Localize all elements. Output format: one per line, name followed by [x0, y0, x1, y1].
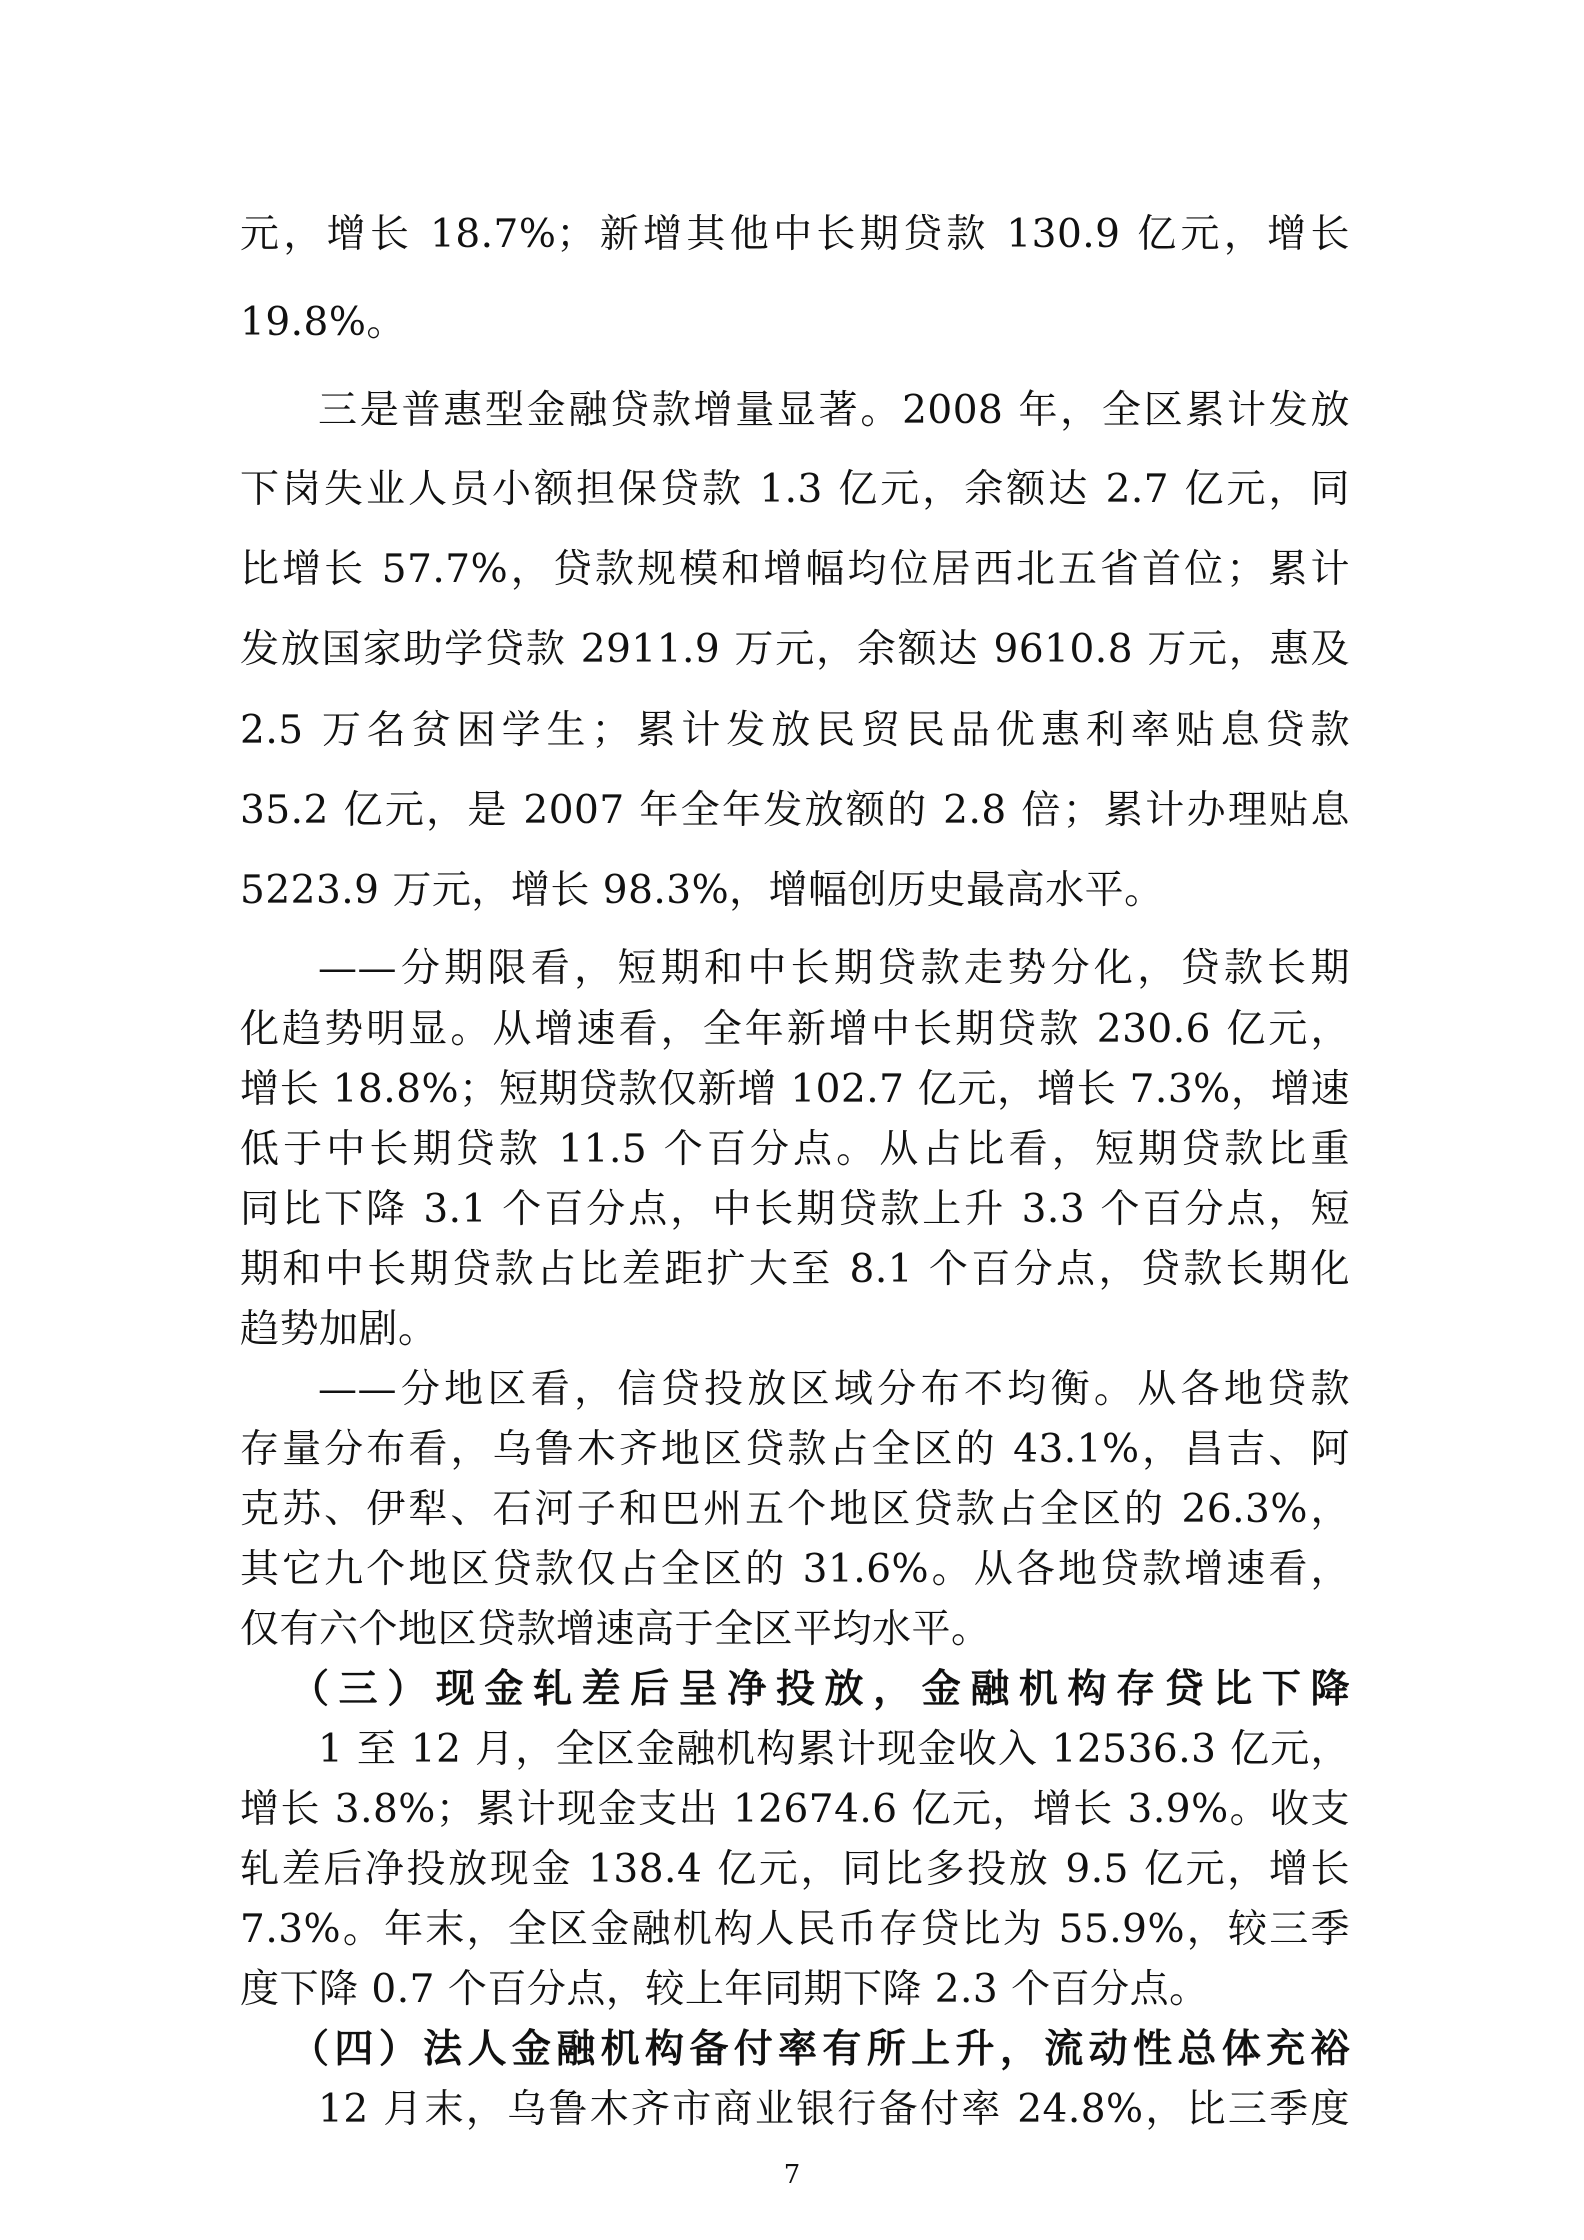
paragraph-line: 1 至 12 月，全区金融机构累计现金收入 12536.3 亿元， — [318, 1727, 1350, 1772]
paragraph-line: 35.2 亿元，是 2007 年全年发放额的 2.8 倍；累计办理贴息 — [240, 788, 1350, 833]
paragraph-line: 仅有六个地区贷款增速高于全区平均水平。 — [240, 1607, 991, 1652]
paragraph-line: 增长 18.8%；短期贷款仅新增 102.7 亿元，增长 7.3%，增速 — [240, 1067, 1350, 1112]
paragraph-line: 度下降 0.7 个百分点，较上年同期下降 2.3 个百分点。 — [240, 1967, 1209, 2012]
paragraph-line: 7.3%。年末，全区金融机构人民币存贷比为 55.9%，较三季 — [240, 1907, 1350, 1952]
paragraph-line: 趋势加剧。 — [240, 1307, 438, 1352]
paragraph-line: ——分地区看，信贷投放区域分布不均衡。从各地贷款 — [318, 1367, 1350, 1412]
paragraph-line: 期和中长期贷款占比差距扩大至 8.1 个百分点，贷款长期化 — [240, 1247, 1350, 1292]
paragraph-line: ——分期限看，短期和中长期贷款走势分化，贷款长期 — [318, 946, 1350, 991]
paragraph-line: 同比下降 3.1 个百分点，中长期贷款上升 3.3 个百分点，短 — [240, 1187, 1350, 1232]
paragraph-line: 元，增长 18.7%；新增其他中长期贷款 130.9 亿元，增长 — [240, 212, 1350, 257]
paragraph-line: 2.5 万名贫困学生；累计发放民贸民品优惠利率贴息贷款 — [240, 708, 1350, 753]
page-number: 7 — [783, 2160, 801, 2190]
paragraph-line: 三是普惠型金融贷款增量显著。2008 年，全区累计发放 — [318, 388, 1350, 433]
paragraph-line: 5223.9 万元，增长 98.3%，增幅创历史最高水平。 — [240, 868, 1164, 913]
section-heading: （三）现金轧差后呈净投放，金融机构存贷比下降 — [290, 1666, 1350, 1712]
paragraph-line: 比增长 57.7%，贷款规模和增幅均位居西北五省首位；累计 — [240, 547, 1350, 592]
section-heading: （四）法人金融机构备付率有所上升，流动性总体充裕 — [290, 2026, 1350, 2072]
paragraph-line: 轧差后净投放现金 138.4 亿元，同比多投放 9.5 亿元，增长 — [240, 1847, 1350, 1892]
paragraph-line: 克苏、伊犁、石河子和巴州五个地区贷款占全区的 26.3%， — [240, 1487, 1350, 1532]
paragraph-line: 低于中长期贷款 11.5 个百分点。从占比看，短期贷款比重 — [240, 1127, 1350, 1172]
paragraph-line: 增长 3.8%；累计现金支出 12674.6 亿元，增长 3.9%。收支 — [240, 1787, 1350, 1832]
paragraph-line: 化趋势明显。从增速看，全年新增中长期贷款 230.6 亿元， — [240, 1007, 1350, 1052]
paragraph-line: 发放国家助学贷款 2911.9 万元，余额达 9610.8 万元，惠及 — [240, 627, 1350, 672]
paragraph-line: 12 月末，乌鲁木齐市商业银行备付率 24.8%，比三季度 — [318, 2087, 1350, 2132]
paragraph-line: 存量分布看，乌鲁木齐地区贷款占全区的 43.1%，昌吉、阿 — [240, 1427, 1350, 1472]
paragraph-line: 下岗失业人员小额担保贷款 1.3 亿元，余额达 2.7 亿元，同 — [240, 467, 1350, 512]
paragraph-line: 其它九个地区贷款仅占全区的 31.6%。从各地贷款增速看， — [240, 1547, 1350, 1592]
paragraph-line: 19.8%。 — [240, 300, 406, 345]
